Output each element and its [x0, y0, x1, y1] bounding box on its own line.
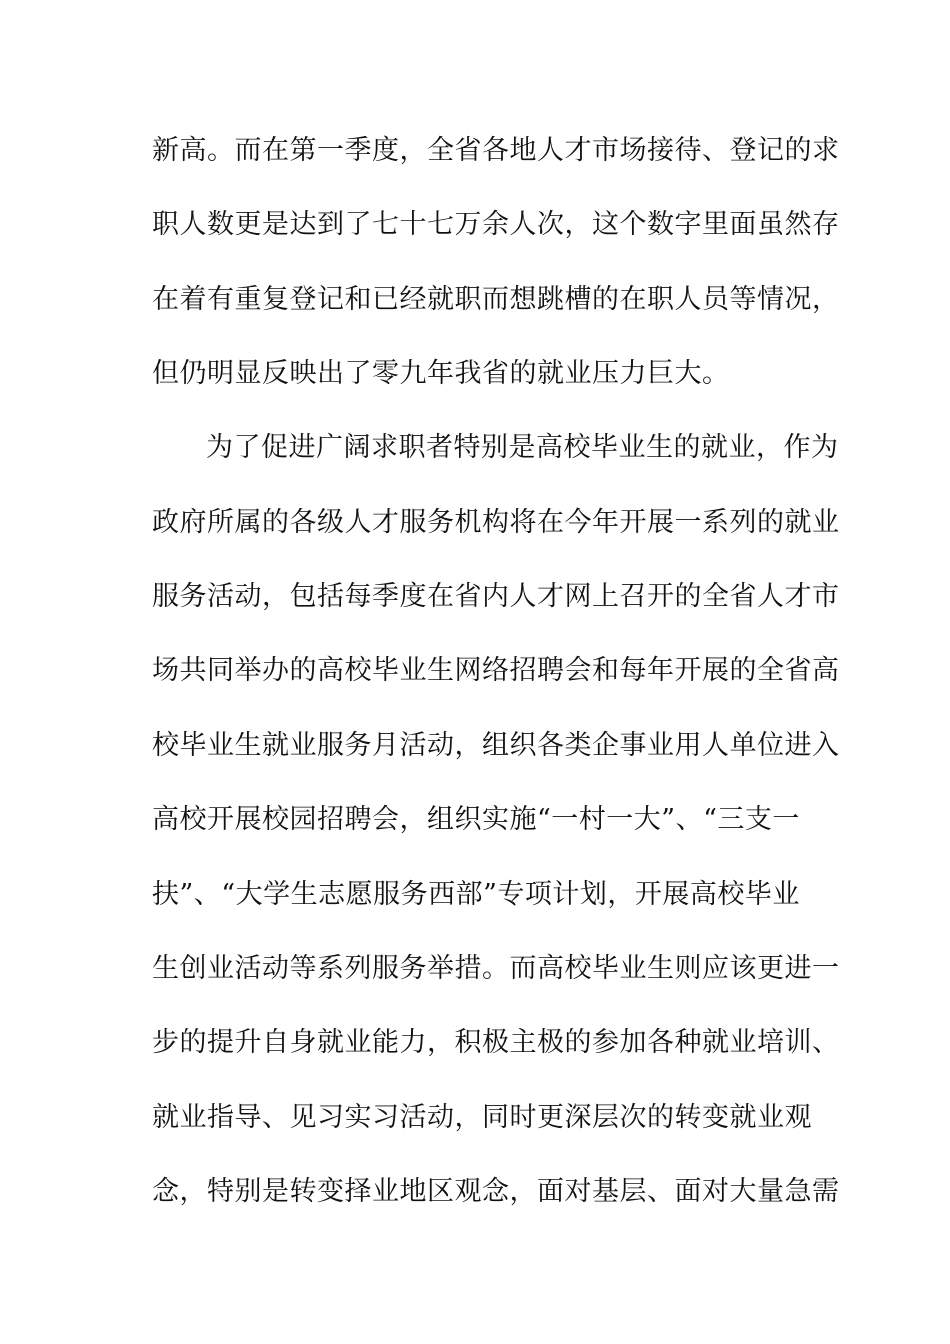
paragraph-1-line: 职人数更是达到了七十七万余人次，这个数字里面虽然存 [152, 209, 840, 240]
paragraph-2-line: 为了促进广阔求职者特别是高校毕业生的就业，作为 [206, 432, 839, 463]
paragraph-2-line: 高校开展校园招聘会，组织实施“一村一大”、“三支一 [152, 804, 800, 835]
paragraph-2-line: 校毕业生就业服务月活动，组织各类企事业用人单位进入 [152, 730, 840, 761]
paragraph-1-line: 在着有重复登记和已经就职而想跳槽的在职人员等情况， [152, 284, 840, 315]
paragraph-2-line: 就业指导、见习实习活动，同时更深层次的转变就业观 [152, 1102, 812, 1133]
paragraph-2-line: 服务活动，包括每季度在省内人才网上召开的全省人才市 [152, 581, 840, 612]
paragraph-2-line: 生创业活动等系列服务举措。而高校毕业生则应该更进一 [152, 953, 840, 984]
paragraph-2-line: 步的提升自身就业能力，积极主极的参加各种就业培训、 [152, 1027, 840, 1058]
paragraph-1-line: 但仍明显反映出了零九年我省的就业压力巨大。 [152, 358, 730, 389]
paragraph-1-line: 新高。而在第一季度，全省各地人才市场接待、登记的求 [152, 135, 840, 166]
paragraph-2-line: 政府所属的各级人才服务机构将在今年开展一系列的就业 [152, 507, 840, 538]
paragraph-2-line: 念，特别是转变择业地区观念，面对基层、面对大量急需 [152, 1176, 840, 1207]
paragraph-2-line: 扶”、“大学生志愿服务西部”专项计划，开展高校毕业 [152, 879, 800, 910]
paragraph-2-line: 场共同举办的高校毕业生网络招聘会和每年开展的全省高 [152, 655, 840, 686]
